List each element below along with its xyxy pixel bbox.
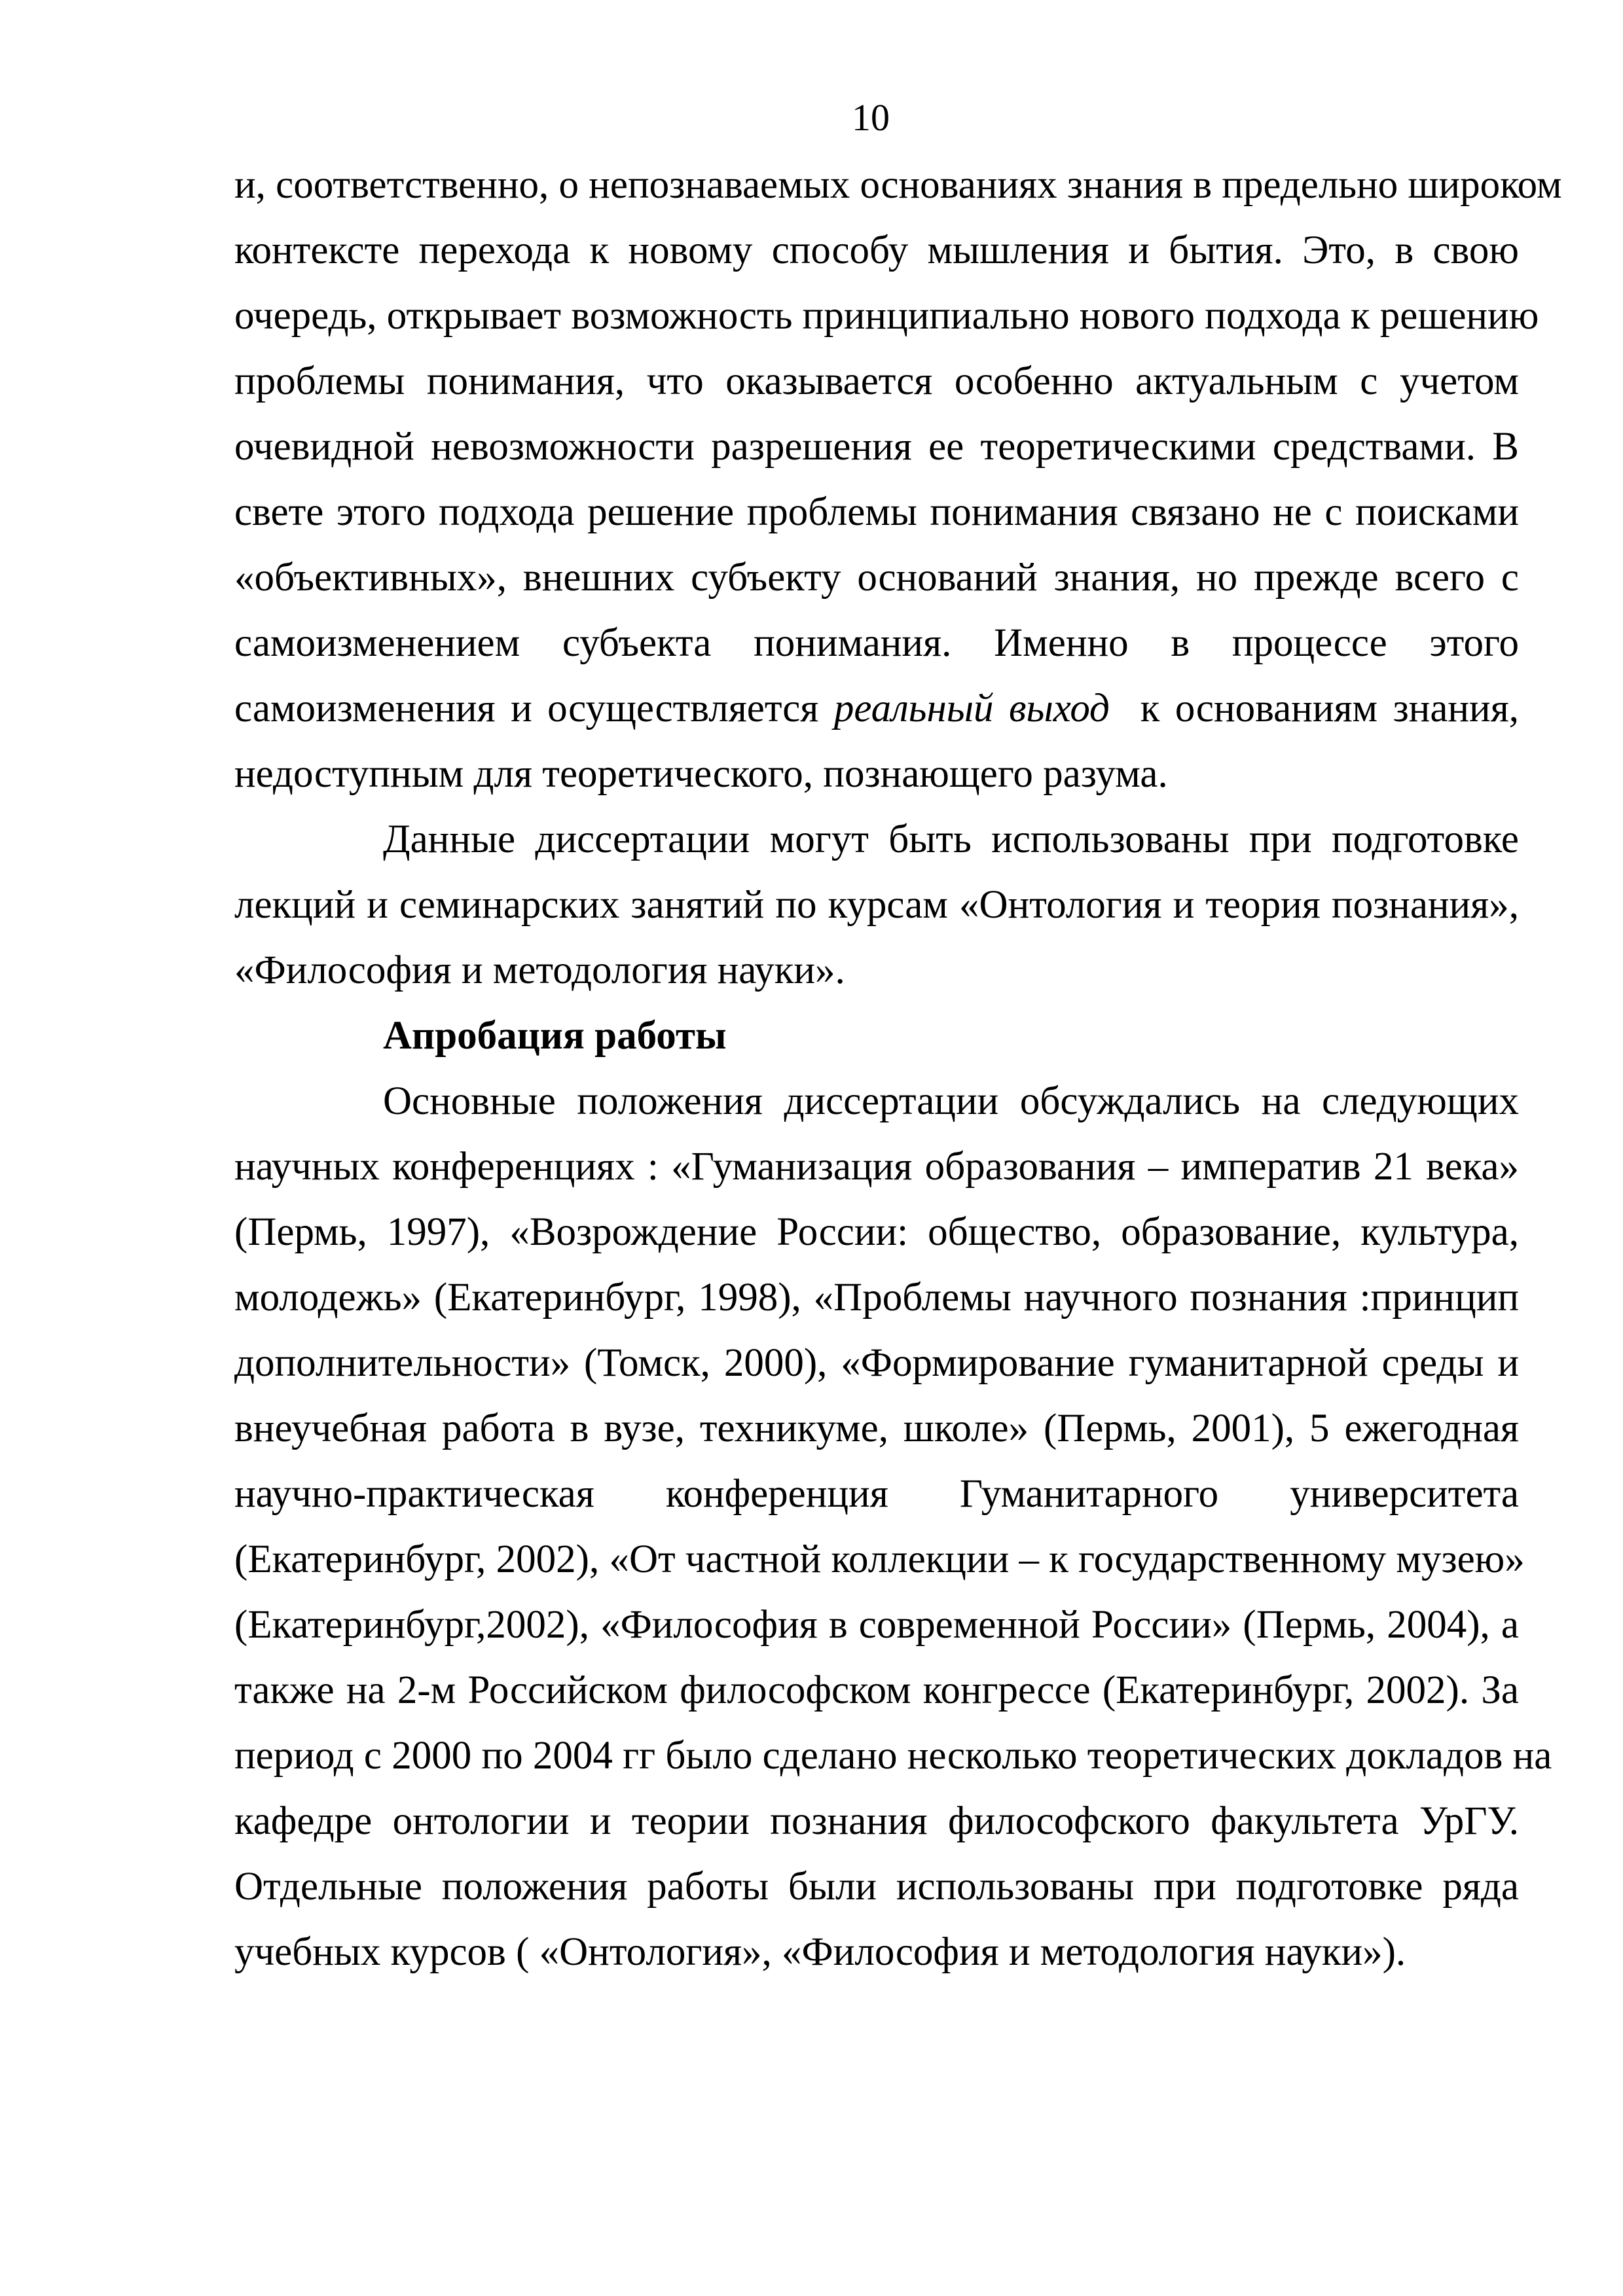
text-line: очередь, открывает возможность принципиально нового подхода к решению: [234, 294, 1539, 338]
text-line: «объективных», внешних субъекту оснований знания, но прежде всего с: [234, 556, 1519, 600]
text-line: самоизменением субъекта понимания. Именно в процессе этого: [234, 621, 1519, 665]
text-line: кафедре онтологии и теории познания философского факультета УрГУ.: [234, 1799, 1519, 1843]
text-line: научно-практическая конференция Гуманитарного университета: [234, 1472, 1519, 1516]
text-line: учебных курсов ( «Онтология», «Философия и методология науки»).: [234, 1930, 1406, 1974]
text-line: недоступным для теоретического, познающего разума.: [234, 752, 1168, 796]
text-segment: к основаниям знания,: [1109, 687, 1519, 730]
text-line: внеучебная работа в вузе, техникуме, школе» (Пермь, 2001), 5 ежегодная: [234, 1407, 1519, 1450]
text-line: и, соответственно, о непознаваемых основаниях знания в предельно широком: [234, 163, 1562, 207]
italic-emphasis: реальный выход: [833, 687, 1110, 730]
text-line: также на 2-м Российском философском конгрессе (Екатеринбург, 2002). За: [234, 1668, 1519, 1712]
text-line: лекций и семинарских занятий по курсам «Онтология и теория познания»,: [234, 883, 1519, 927]
text-line: (Екатеринбург,2002), «Философия в современной России» (Пермь, 2004), а: [234, 1603, 1519, 1647]
text-line: дополнительности» (Томск, 2000), «Формирование гуманитарной среды и: [234, 1341, 1519, 1385]
text-line: (Пермь, 1997), «Возрождение России: общество, образование, культура,: [234, 1210, 1519, 1254]
text-line: проблемы понимания, что оказывается особенно актуальным с учетом: [234, 359, 1519, 403]
text-line: период с 2000 по 2004 гг было сделано несколько теоретических докладов на: [234, 1734, 1552, 1778]
text-line: очевидной невозможности разрешения ее теоретическими средствами. В: [234, 425, 1519, 469]
page-number: 10: [852, 96, 890, 139]
document-body: [234, 152, 1562, 1985]
text-line: «Философия и методология науки».: [234, 948, 845, 992]
text-line: контексте перехода к новому способу мышления и бытия. Это, в свою: [234, 228, 1519, 272]
text-line: (Екатеринбург, 2002), «От частной коллекции – к государственному музею»: [234, 1537, 1525, 1581]
text-line: [234, 676, 1519, 742]
text-line: Отдельные положения работы были использованы при подготовке ряда: [234, 1865, 1519, 1909]
section-heading: Апробация работы: [383, 1014, 727, 1058]
text-line: свете этого подхода решение проблемы понимания связано не с поисками: [234, 490, 1519, 534]
text-segment: самоизменения и осуществляется: [234, 687, 834, 730]
text-line: Данные диссертации могут быть использованы при подготовке: [383, 817, 1519, 861]
text-line: молодежь» (Екатеринбург, 1998), «Проблемы научного познания :принцип: [234, 1276, 1519, 1319]
text-line: научных конференциях : «Гуманизация образования – императив 21 века»: [234, 1145, 1519, 1189]
text-line: Основные положения диссертации обсуждались на следующих: [383, 1079, 1519, 1123]
